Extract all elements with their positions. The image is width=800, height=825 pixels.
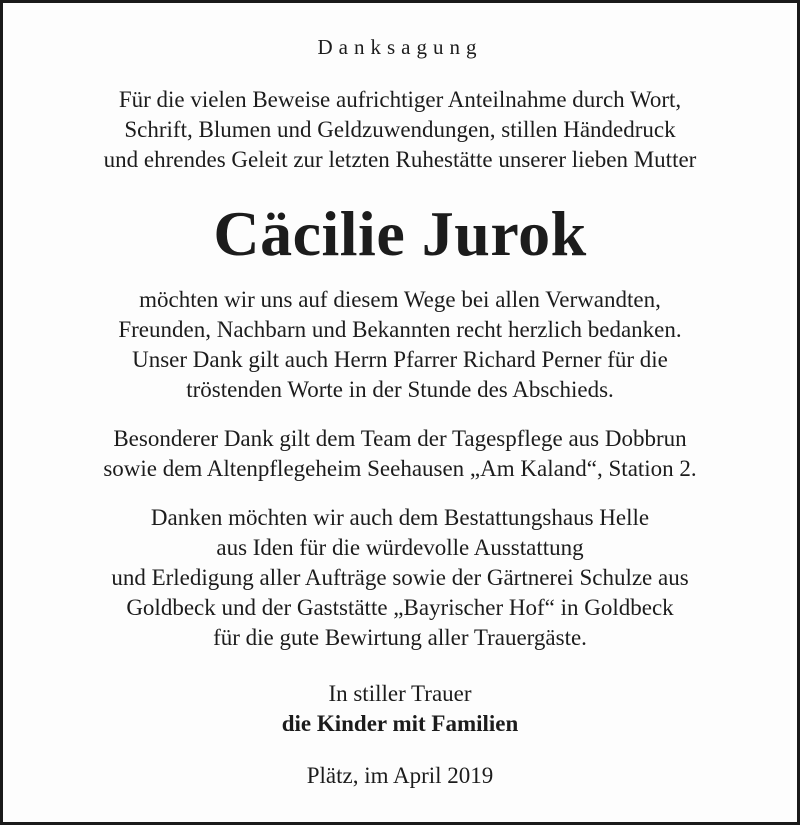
further-thanks-line-1: Danken möchten wir auch dem Bestattungshaus Helle [150, 505, 650, 530]
special-thanks-line-2: sowie dem Altenpflegeheim Seehausen „Am Kaland“, Station 2. [103, 456, 697, 481]
deceased-name: Cäcilie Jurok [213, 198, 587, 269]
signature: die Kinder mit Familien [281, 711, 519, 736]
thanks-line-3: Unser Dank gilt auch Herrn Pfarrer Richard Perner für die [132, 347, 668, 372]
mourning-phrase: In stiller Trauer [328, 681, 472, 706]
thanks-line-2: Freunden, Nachbarn und Bekannten recht herzlich bedanken. [118, 317, 682, 342]
thanks-line-4: tröstenden Worte in der Stunde des Abschieds. [186, 377, 614, 402]
intro-line-3: und ehrendes Geleit zur letzten Ruhestätte unserer lieben Mutter [103, 147, 697, 172]
special-thanks-line-1: Besonderer Dank gilt dem Team der Tagespflege aus Dobbrun [113, 426, 687, 451]
thanks-line-1: möchten wir uns auf diesem Wege bei allen Verwandten, [139, 287, 661, 312]
intro-line-1: Für die vielen Beweise aufrichtiger Anteilnahme durch Wort, [118, 87, 682, 112]
intro-line-2: Schrift, Blumen und Geldzuwendungen, stillen Händedruck [124, 117, 676, 142]
notice-title: Danksagung [317, 35, 483, 59]
place-date: Plätz, im April 2019 [306, 763, 494, 788]
further-thanks-line-4: Goldbeck und der Gaststätte „Bayrischer Hof“ in Goldbeck [126, 595, 674, 620]
further-thanks-line-3: und Erledigung aller Aufträge sowie der Gärtnerei Schulze aus [111, 565, 689, 590]
further-thanks-line-5: für die gute Bewirtung aller Trauergäste. [213, 625, 587, 650]
further-thanks-line-2: aus Iden für die würdevolle Ausstattung [216, 535, 584, 560]
